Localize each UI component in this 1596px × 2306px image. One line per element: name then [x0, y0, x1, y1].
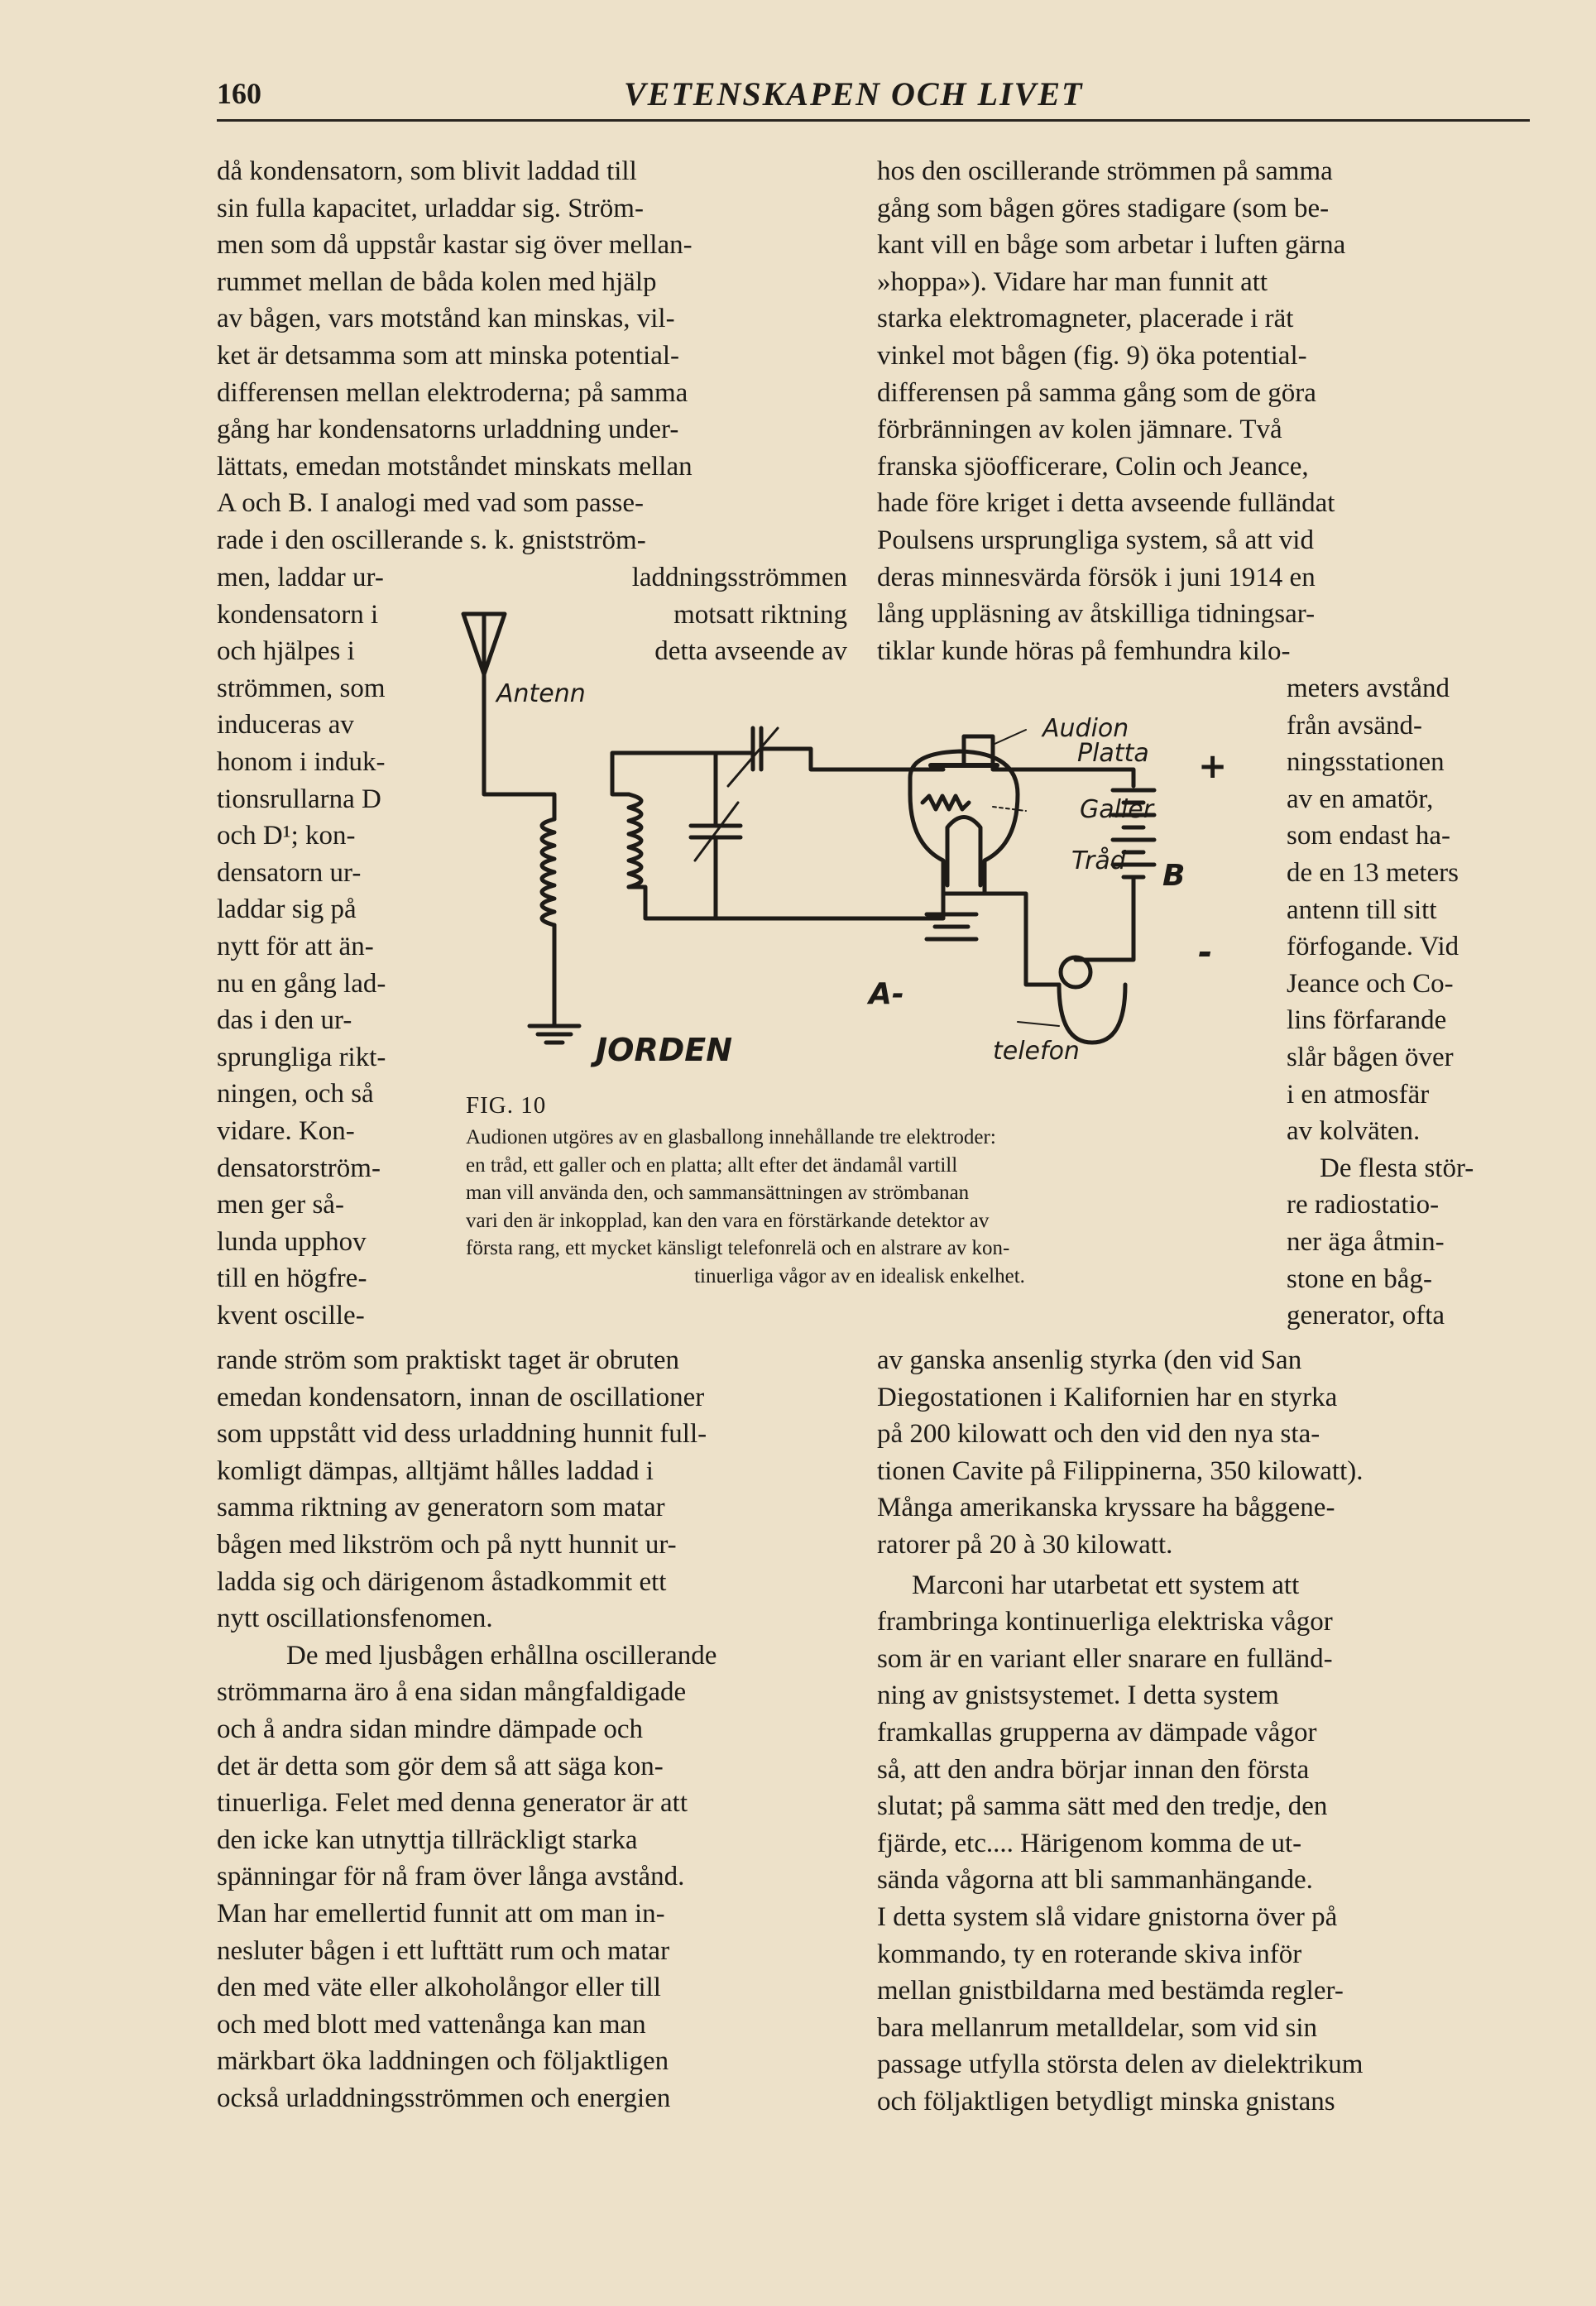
right-narrow-column [1287, 670, 1503, 1335]
text-line: Marconi har utarbetat ett system att [912, 1570, 1300, 1600]
platta-pointer [993, 730, 1026, 745]
audion-filament [947, 817, 980, 886]
right-column-top [877, 153, 1499, 669]
text-line: tinuerliga. Felet med denna generator är att [217, 1788, 688, 1819]
text-line: ladda sig och därigenom åstadkommit ett [217, 1566, 667, 1597]
audion-grid [923, 796, 969, 809]
text-line: rummet mellan de båda kolen med hjälp [217, 266, 657, 297]
caption-line: man vill använda den, och sammansättningen av strömbanan [466, 1182, 970, 1204]
text-line: nu en gång lad- [217, 968, 386, 999]
text-line: ratorer på 20 à 30 kilowatt. [877, 1529, 1173, 1560]
text-line: differensen på samma gång som de göra [877, 377, 1316, 408]
text-line: De med ljusbågen erhållna oscillerande [286, 1640, 717, 1671]
text-line: meters avstånd [1287, 674, 1450, 703]
text-line: lättats, emedan motståndet minskats mellan [217, 451, 693, 482]
running-title: VETENSKAPEN OCH LIVET [624, 75, 1084, 113]
text-line: som uppstått vid dess urladdning hunnit full- [217, 1419, 707, 1450]
text-line: nytt oscillationsfenomen. [217, 1604, 493, 1634]
text-line: kommando, ty en roterande skiva inför [877, 1939, 1302, 1969]
audion-circuit-diagram [447, 596, 1274, 1092]
caption-line: första rang, ett mycket känsligt telefonrelä och en alstrare av kon- [466, 1237, 1010, 1259]
text-line: sprungliga rikt- [217, 1042, 386, 1072]
caption-line: Audionen utgöres av en glasballong innehållande tre elektroder: [466, 1126, 996, 1148]
text-line: den med väte eller alkoholångor eller till [217, 1973, 661, 2003]
text-line: bågen med likström och på nytt hunnit ur- [217, 1529, 677, 1560]
text-line: kondensatorn i [217, 599, 379, 630]
text-line: rade i den oscillerande s. k. gnistström- [217, 525, 646, 555]
text-line: också urladdningsströmmen och energien [217, 2083, 671, 2113]
label-minus: - [1198, 932, 1213, 972]
text-line: ningsstationen [1287, 747, 1445, 778]
text-line: antenn till sitt [1287, 894, 1437, 925]
label-wire: Tråd [1071, 846, 1126, 875]
text-line: starka elektromagneter, placerade i rät [877, 304, 1294, 334]
text-line: ner äga åtmin- [1287, 1226, 1445, 1257]
text-line: förbränningen av kolen jämnare. Två [877, 415, 1282, 445]
text-line: framkallas grupperna av dämpade vågor [877, 1717, 1317, 1747]
caption-line: en tråd, ett galler och en platta; allt efter det ändamål vartill [466, 1153, 958, 1177]
label-telephone: telefon [993, 1037, 1080, 1066]
circuit-wire-bottom [629, 869, 943, 918]
text-line: strömmen, som [217, 673, 386, 703]
text-line: mellan gnistbildarna med bestämda regler- [877, 1976, 1344, 2006]
page-header [217, 73, 1530, 122]
text-line: samma riktning av generatorn som matar [217, 1493, 665, 1523]
text-line: frambringa kontinuerliga elektriska vågor [877, 1607, 1333, 1637]
text-line: av en amatör, [1287, 784, 1434, 814]
galler-pointer [993, 807, 1026, 811]
text-line: densatorn ur- [217, 857, 362, 888]
text-line: som endast ha- [1287, 821, 1450, 851]
text-line: detta avseende av [654, 636, 847, 667]
text-line: densatorström- [217, 1153, 381, 1183]
text-line: nytt för att än- [217, 931, 374, 961]
text-line: rande ström som praktiskt taget är obruten [217, 1345, 680, 1375]
text-line: slutat; på samma sätt med den tredje, den [877, 1791, 1328, 1822]
left-column-bottom [217, 1342, 844, 2117]
text-line: Jeance och Co- [1287, 968, 1454, 999]
text-line: av kolväten. [1287, 1116, 1421, 1147]
text-line: gång som bågen göres stadigare (som be- [877, 193, 1330, 223]
text-line: deras minnesvärda försök i juni 1914 en [877, 562, 1316, 592]
text-line: sin fulla kapacitet, urladdar sig. Ström- [217, 193, 644, 223]
text-line: den icke kan utnyttja tillräckligt starka [217, 1824, 638, 1855]
circuit-wire-top [612, 749, 943, 794]
text-line: ningen, och så [217, 1079, 374, 1110]
text-line: till en högfre- [217, 1263, 367, 1294]
text-line: differensen mellan elektroderna; på samma [217, 377, 688, 408]
label-ground: JORDEN [596, 1032, 733, 1068]
text-line: och å andra sidan mindre dämpade och [217, 1714, 643, 1744]
text-line: men, laddar ur- [217, 563, 384, 592]
text-line: laddar sig på [217, 894, 357, 925]
text-line: men som då uppstår kastar sig över mellan- [217, 230, 693, 261]
text-line: Poulsens ursprungliga system, så att vid [877, 525, 1314, 555]
text-line: kant vill en båge som arbetar i luften gärna [877, 230, 1346, 261]
text-line: tionen Cavite på Filippinerna, 350 kilowatt). [877, 1455, 1364, 1486]
text-line: slår bågen över [1287, 1042, 1454, 1072]
text-line: hos den oscillerande strömmen på samma [877, 156, 1333, 186]
caption-line: vari den är inkopplad, kan den vara en förstärkande detektor av [466, 1209, 990, 1232]
text-line: komligt dämpas, alltjämt hålles laddad i [217, 1455, 654, 1486]
ground-symbol [530, 1026, 579, 1043]
label-audion: Audion [1042, 714, 1129, 743]
text-line: tionsrullarna D [217, 784, 381, 814]
text-line: tiklar kunde höras på femhundra kilo- [877, 635, 1291, 666]
text-line: Diegostationen i Kalifornien har en styrka [877, 1382, 1338, 1412]
text-line: spänningar för nå fram över långa avstånd. [217, 1862, 685, 1892]
label-plate: Platta [1077, 739, 1149, 768]
label-grid: Galler [1080, 795, 1154, 824]
text-line: och hjälpes i [217, 636, 355, 667]
page-number: 160 [217, 77, 261, 110]
text-line: förfogande. Vid [1287, 932, 1459, 962]
figure-caption [466, 1124, 1253, 1290]
right-column-bottom [877, 1342, 1499, 2120]
text-line: och D¹; kon- [217, 821, 356, 851]
text-line: re radiostatio- [1287, 1190, 1440, 1220]
secondary-coil [629, 794, 641, 887]
text-line: av ganska ansenlig styrka (den vid San [877, 1345, 1302, 1375]
text-line: bara mellanrum metalldelar, som vid sin [877, 2012, 1318, 2043]
battery-b-wire [1076, 877, 1133, 960]
text-line: som är en variant eller snarare en fulländ- [877, 1643, 1333, 1674]
text-line: vidare. Kon- [217, 1115, 355, 1146]
text-line: lins förfarande [1287, 1005, 1447, 1036]
label-battery-a: A- [869, 977, 904, 1011]
text-line: nesluter bågen i ett lufttätt rum och matar [217, 1935, 670, 1966]
text-line: lunda upphov [217, 1226, 367, 1257]
text-line: gång har kondensatorns urladdning under- [217, 415, 679, 445]
text-line: i en atmosfär [1287, 1079, 1430, 1110]
label-plus: + [1198, 745, 1228, 786]
text-line: då kondensatorn, som blivit laddad till [217, 156, 637, 186]
text-line: stone en båg- [1287, 1263, 1432, 1294]
variable-condenser [691, 753, 740, 918]
text-line: ning av gnistsystemet. I detta system [877, 1680, 1279, 1711]
text-line: passage utfylla största delen av dielektrikum [877, 2050, 1364, 2080]
telephone-headset [1059, 985, 1125, 1043]
text-line: das i den ur- [217, 1005, 352, 1036]
filament-wire [985, 894, 1059, 985]
telephone-pointer [1018, 1022, 1059, 1026]
text-line: I detta system slå vidare gnistorna över på [877, 1901, 1338, 1932]
text-line: från avsänd- [1287, 710, 1423, 741]
text-line: fjärde, etc.... Härigenom komma de ut- [877, 1828, 1302, 1858]
figure-number: FIG. 10 [466, 1092, 547, 1119]
text-line: vinkel mot bågen (fig. 9) öka potential- [877, 340, 1307, 371]
text-line: laddningsströmmen [631, 563, 847, 592]
text-line: Många amerikanska kryssare ha båggene- [877, 1493, 1335, 1523]
text-line: på 200 kilowatt och den vid den nya sta- [877, 1419, 1320, 1450]
text-line: De flesta stör- [1320, 1153, 1474, 1183]
antenna-symbol [463, 614, 505, 674]
left-narrow-column [217, 559, 448, 1334]
text-line: de en 13 meters [1287, 857, 1459, 888]
left-column-top [217, 153, 844, 559]
text-line: sända vågorna att bli sammanhängande. [877, 1865, 1313, 1896]
text-line: strömmarna äro å ena sidan mångfaldigade [217, 1677, 687, 1708]
text-line: det är detta som gör dem så att säga kon- [217, 1751, 664, 1781]
label-battery-b: B [1162, 859, 1186, 893]
primary-coil [542, 819, 554, 925]
audion-bulb [910, 751, 1018, 894]
text-line: emedan kondensatorn, innan de oscillationer [217, 1382, 705, 1412]
text-line: franska sjöofficerare, Colin och Jeance, [877, 451, 1309, 482]
text-line: honom i induk- [217, 746, 386, 777]
text-line: generator, ofta [1287, 1301, 1445, 1331]
text-line: kvent oscille- [217, 1300, 365, 1330]
text-line: lång uppläsning av åtskilliga tidningsar- [877, 599, 1316, 630]
text-line: så, att den andra börjar innan den första [877, 1754, 1310, 1785]
text-line: ket är detsamma som att minska potential- [217, 340, 680, 371]
text-line: induceras av [217, 710, 354, 741]
text-line: hade före kriget i detta avseende fulländat [877, 488, 1335, 519]
text-line: men ger så- [217, 1190, 344, 1220]
text-line: A och B. I analogi med vad som passe- [217, 488, 644, 519]
text-line: och följaktligen betydligt minska gnistans [877, 2086, 1335, 2117]
caption-line: tinuerliga vågor av en idealisk enkelhet. [694, 1264, 1025, 1287]
text-line: märkbart öka laddningen och följaktligen [217, 2046, 669, 2077]
text-line: motsatt riktning [673, 599, 847, 630]
text-line: av bågen, vars motstånd kan minskas, vil- [217, 304, 675, 334]
text-line: »hoppa»). Vidare har man funnit att [877, 266, 1268, 297]
text-line: och med blott med vattenånga kan man [217, 2009, 646, 2040]
label-antenna: Antenn [496, 679, 586, 708]
text-line: Man har emellertid funnit att om man in- [217, 1898, 665, 1929]
